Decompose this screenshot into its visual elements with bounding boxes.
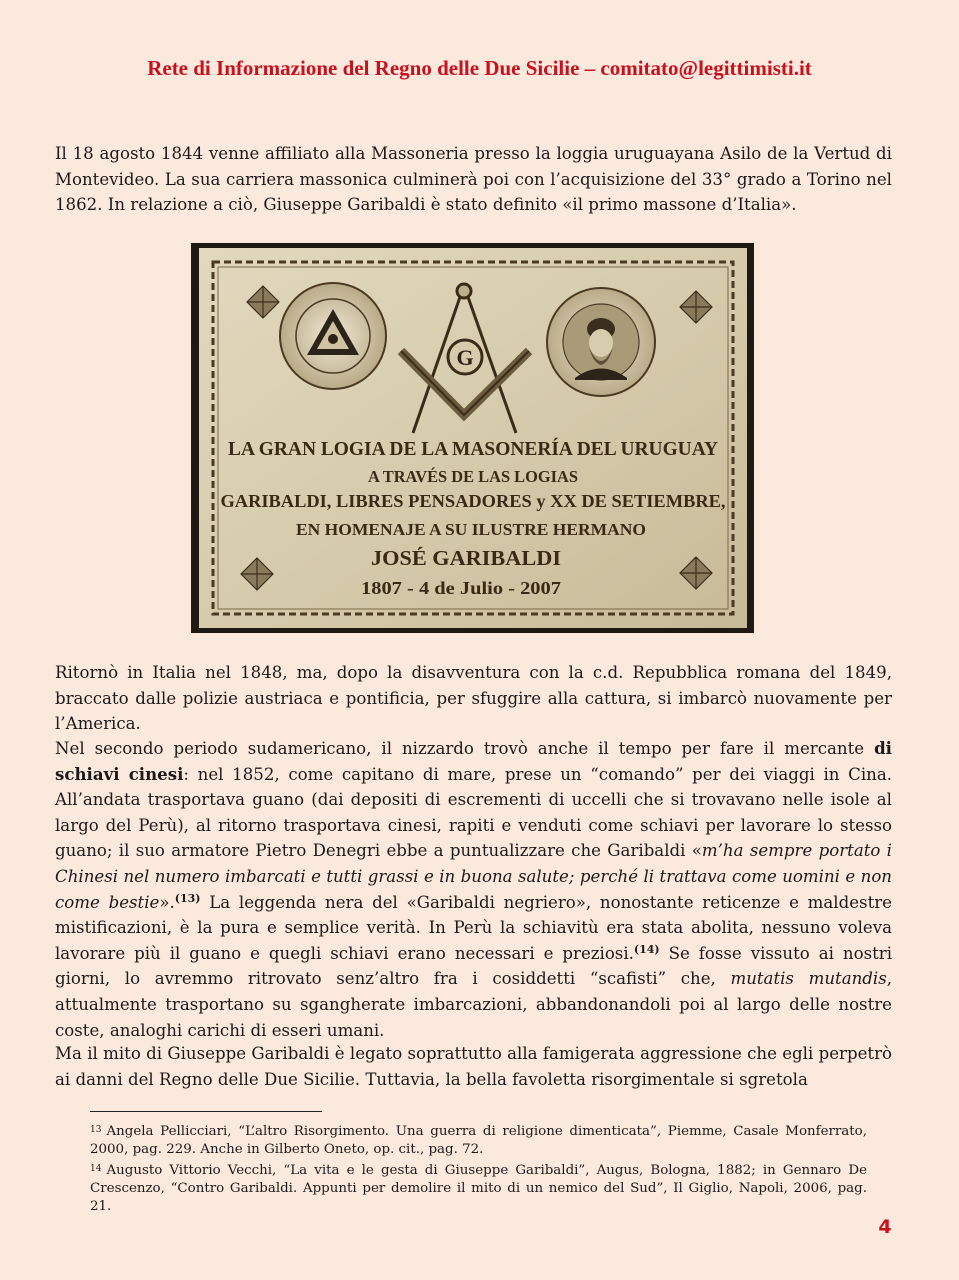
lodge-seal-medallion-icon: [280, 283, 386, 389]
p3-text-c: : nel 1852, come capitano di mare, prese un “comando” per dei viaggi in Cina. All’andata trasportava guano (dai depositi di escrementi di uccelli che si trovavano nelle isole al largo del Perù), al ritorno trasportava cinesi, rapiti e venduti come schiavi per lavorare lo stesso guano; il suo armatore Pietro Denegri ebbe a puntualizzare che Garibaldi «: [55, 764, 892, 861]
garibaldi-portrait-medallion-icon: [547, 288, 655, 396]
plaque-photo: [191, 243, 754, 633]
footnote-13-number: 13: [90, 1125, 102, 1135]
plaque-line-1: LA GRAN LOGIA DE LA MASONERÍA DEL URUGUAY: [228, 438, 733, 460]
emblem-letter-g: G: [456, 345, 474, 370]
p3-text-e: ».: [159, 892, 175, 912]
p3-latin-italic: mutatis mutandis: [730, 969, 887, 989]
plaque-line-4: EN HOMENAJE A SU ILUSTRE HERMANO: [296, 520, 646, 539]
footnote-ref-14[interactable]: (14): [633, 942, 660, 956]
plaque-line-3: GARIBALDI, LIBRES PENSADORES y XX DE SETIEMBRE,: [220, 491, 726, 511]
footnote-14-text: Augusto Vittorio Vecchi, “La vita e le gesta di Giuseppe Garibaldi”, Augus, Bologna, 1882; in Gennaro De Crescenzo, “Contro Garibaldi. Appunti per demolire il mito di un nemico del Sud”, Il Giglio, Napoli, 2006, pag. 21.: [90, 1162, 867, 1215]
paragraph-1: Il 18 agosto 1844 venne affiliato alla Massoneria presso la loggia uruguayana Asilo de la Vertud di Montevideo. La sua carriera massonica culminerà poi con l’acquisizione del 33° grado a Torino nel 1862. In relazione a ciò, Giuseppe Garibaldi è stato definito «il primo massone d’Italia».: [55, 144, 892, 215]
p3-bold-slaves: di schiavi cinesi: [55, 738, 892, 784]
paragraph-4: Ma il mito di Giuseppe Garibaldi è legato soprattutto alla famigerata aggressione che egli perpetrò ai danni del Regno delle Due Sicilie. Tuttavia, la bella favoletta risorgimentale si sgretola: [55, 1044, 892, 1089]
paragraph-3: [55, 736, 892, 1043]
plaque-line-2: A TRAVÉS DE LAS LOGIAS: [368, 467, 578, 486]
page-number: 4: [878, 1216, 892, 1238]
footnote-13-text: Angela Pellicciari, “L’altro Risorgimento. Una guerra di religione dimenticata”, Piemme, Casale Monferrato, 2000, pag. 229. Anche in Gilberto Oneto, op. cit., pag. 72.: [90, 1124, 867, 1158]
footnote-13: [90, 1121, 867, 1160]
footnotes: [90, 1121, 867, 1216]
footnote-ref-13[interactable]: (13): [174, 891, 201, 905]
p3-text-i: , attualmente trasportano su sgangherate imbarcazioni, abbandonandoli poi al largo delle nostre coste, analoghi carichi di esseri umani.: [55, 969, 892, 1040]
p3-quote-italic: m’ha sempre portato i Chinesi nel numero imbarcati e tutti grassi e in buona salute; perché li trattava come uomini e non come bestie: [55, 841, 892, 912]
page-header-title: Rete di Informazione del Regno delle Due Sicilie – comitato@legittimisti.it: [147, 56, 812, 80]
plaque-line-6: 1807 - 4 de Julio - 2007: [361, 578, 561, 598]
footnote-14-number: 14: [90, 1163, 102, 1174]
footnote-divider: [90, 1111, 322, 1112]
paragraph-2: Ritornò in Italia nel 1848, ma, dopo la disavventura con la c.d. Repubblica romana del 1849, braccato dalle polizie austriaca e pontificia, per sfuggire alla cattura, si imbarcò nuovamente per l’America.: [55, 663, 892, 734]
p3-text-f: La leggenda nera del «Garibaldi negriero», nonostante reticenze e maldestre mistificazioni, è la pura e semplice verità. In Perù la schiavitù era stata abolita, nessuno voleva lavorare più il guano e quegli schiavi erano necessari e preziosi.: [55, 892, 892, 963]
footnote-14: [90, 1160, 867, 1217]
plaque-line-5: JOSÉ GARIBALDI: [371, 546, 561, 570]
p3-text-a: Nel secondo periodo sudamericano, il nizzardo trovò anche il tempo per fare il mercante: [55, 739, 875, 758]
p3-text-g: Se fosse vissuto ai nostri giorni, lo avremmo ritrovato senz’altro fra i cosiddetti “scafisti” che,: [55, 943, 892, 989]
